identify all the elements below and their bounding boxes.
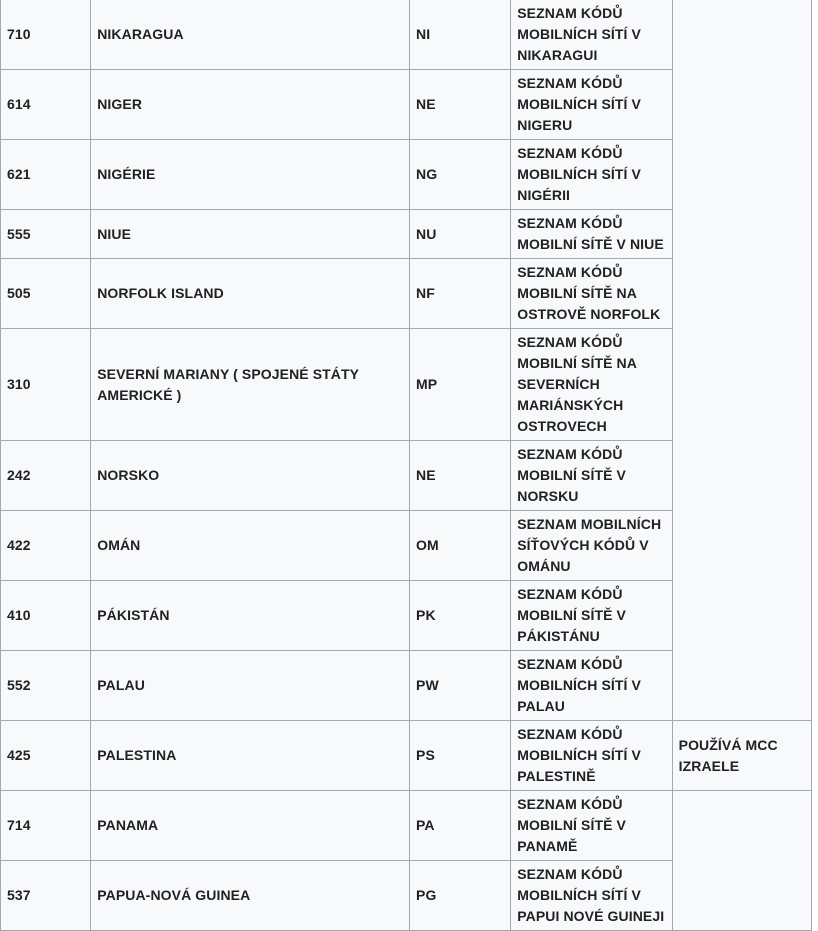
mcc-cell: 310: [1, 329, 91, 441]
iso-code-cell: NE: [410, 70, 511, 140]
country-cell: NORFOLK ISLAND: [91, 259, 410, 329]
mcc-cell: 714: [1, 791, 91, 861]
mcc-cell: 621: [1, 140, 91, 210]
iso-code-cell: MP: [410, 329, 511, 441]
iso-code-cell: NG: [410, 140, 511, 210]
note-cell: [672, 0, 811, 721]
note-cell: [672, 791, 811, 931]
iso-code-cell: OM: [410, 511, 511, 581]
mcc-table-body: [1, 0, 812, 931]
network-list-cell[interactable]: SEZNAM KÓDŮ MOBILNÍ SÍTĚ V NIUE: [511, 210, 672, 259]
mcc-cell: 505: [1, 259, 91, 329]
country-cell: PALAU: [91, 651, 410, 721]
mcc-cell: 422: [1, 511, 91, 581]
mcc-cell: 555: [1, 210, 91, 259]
network-list-cell[interactable]: SEZNAM KÓDŮ MOBILNÍCH SÍTÍ V PALESTINĚ: [511, 721, 672, 791]
mcc-cell: 410: [1, 581, 91, 651]
country-cell: NIGÉRIE: [91, 140, 410, 210]
network-list-cell[interactable]: SEZNAM KÓDŮ MOBILNÍ SÍTĚ NA SEVERNÍCH MARIÁNSKÝCH OSTROVECH: [511, 329, 672, 441]
network-list-cell[interactable]: SEZNAM KÓDŮ MOBILNÍCH SÍTÍ V PAPUI NOVÉ GUINEJI: [511, 861, 672, 931]
iso-code-cell: NE: [410, 441, 511, 511]
iso-code-cell: NI: [410, 0, 511, 70]
iso-code-cell: PS: [410, 721, 511, 791]
mcc-cell: 552: [1, 651, 91, 721]
network-list-cell[interactable]: SEZNAM KÓDŮ MOBILNÍCH SÍTÍ V PALAU: [511, 651, 672, 721]
country-cell: OMÁN: [91, 511, 410, 581]
iso-code-cell: NU: [410, 210, 511, 259]
country-cell: PAPUA-NOVÁ GUINEA: [91, 861, 410, 931]
mcc-cell: 614: [1, 70, 91, 140]
network-list-cell[interactable]: SEZNAM KÓDŮ MOBILNÍCH SÍTÍ V NIGÉRII: [511, 140, 672, 210]
country-cell: NIGER: [91, 70, 410, 140]
mcc-cell: 710: [1, 0, 91, 70]
table-row: [1, 721, 812, 791]
table-row: [1, 0, 812, 70]
network-list-cell[interactable]: SEZNAM KÓDŮ MOBILNÍ SÍTĚ V PÁKISTÁNU: [511, 581, 672, 651]
country-cell: PÁKISTÁN: [91, 581, 410, 651]
network-list-cell[interactable]: SEZNAM KÓDŮ MOBILNÍ SÍTĚ V NORSKU: [511, 441, 672, 511]
network-list-cell[interactable]: SEZNAM KÓDŮ MOBILNÍCH SÍTÍ V NIGERU: [511, 70, 672, 140]
country-cell: NIUE: [91, 210, 410, 259]
mcc-cell: 242: [1, 441, 91, 511]
network-list-cell[interactable]: SEZNAM MOBILNÍCH SÍŤOVÝCH KÓDŮ V OMÁNU: [511, 511, 672, 581]
country-cell: SEVERNÍ MARIANY ( SPOJENÉ STÁTY AMERICKÉ ): [91, 329, 410, 441]
iso-code-cell: PA: [410, 791, 511, 861]
network-list-cell[interactable]: SEZNAM KÓDŮ MOBILNÍCH SÍTÍ V NIKARAGUI: [511, 0, 672, 70]
network-list-cell[interactable]: SEZNAM KÓDŮ MOBILNÍ SÍTĚ NA OSTROVĚ NORFOLK: [511, 259, 672, 329]
network-list-cell[interactable]: SEZNAM KÓDŮ MOBILNÍ SÍTĚ V PANAMĚ: [511, 791, 672, 861]
mcc-cell: 425: [1, 721, 91, 791]
note-cell: POUŽÍVÁ MCC IZRAELE: [672, 721, 811, 791]
table-row: [1, 791, 812, 861]
iso-code-cell: PW: [410, 651, 511, 721]
iso-code-cell: PG: [410, 861, 511, 931]
country-cell: NORSKO: [91, 441, 410, 511]
country-cell: PANAMA: [91, 791, 410, 861]
country-cell: PALESTINA: [91, 721, 410, 791]
iso-code-cell: NF: [410, 259, 511, 329]
country-cell: NIKARAGUA: [91, 0, 410, 70]
iso-code-cell: PK: [410, 581, 511, 651]
mcc-cell: 537: [1, 861, 91, 931]
